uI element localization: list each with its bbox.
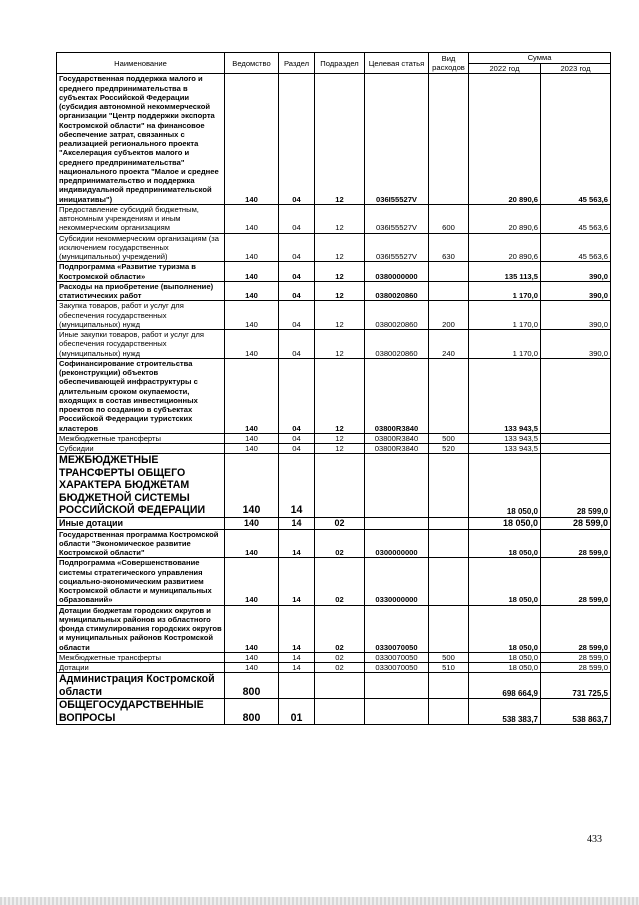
header-dept: Ведомство — [225, 53, 279, 74]
row-name: Иные дотации — [57, 517, 225, 529]
page-number: 433 — [587, 834, 602, 845]
row-target: 0380020860 — [365, 301, 429, 330]
header-name: Наименование — [57, 53, 225, 74]
row-sum-2022: 133 943,5 — [469, 444, 541, 454]
row-target: 036I55527V — [365, 233, 429, 262]
row-section: 14 — [279, 663, 315, 673]
row-sum-2022: 133 943,5 — [469, 358, 541, 433]
row-kind: 200 — [429, 301, 469, 330]
table-row — [57, 301, 611, 330]
table-row — [57, 558, 611, 605]
row-kind: 520 — [429, 444, 469, 454]
table-row — [57, 204, 611, 233]
table-row — [57, 699, 611, 725]
row-name: Закупка товаров, работ и услуг для обеспечения государственных (муниципальных) нужд — [57, 301, 225, 330]
header-sum: Сумма — [469, 53, 611, 64]
row-kind: 510 — [429, 663, 469, 673]
row-name: Государственная программа Костромской области "Экономическое развитие Костромской области" — [57, 529, 225, 558]
row-dept: 140 — [225, 517, 279, 529]
row-subsection: 02 — [315, 517, 365, 529]
row-sum-2022: 20 890,6 — [469, 204, 541, 233]
row-sum-2023: 28 599,0 — [541, 529, 611, 558]
row-subsection — [315, 673, 365, 699]
row-sum-2023: 28 599,0 — [541, 517, 611, 529]
header-target: Целевая статья — [365, 53, 429, 74]
header-year-2023: 2023 год — [541, 64, 611, 74]
table-row — [57, 358, 611, 433]
row-dept: 140 — [225, 663, 279, 673]
row-target: 036I55527V — [365, 204, 429, 233]
header-kind: Вид расходов — [429, 53, 469, 74]
row-name: Государственная поддержка малого и среднего предпринимательства в субъектах Российской Федерации (субсидия автономной некоммерческой организации "Центр поддержки экспорта Костромской области" на финансовое обеспечение затрат, связанных с реализацией регионального проекта "Акселерация субъектов малого и среднего предпринимательства" национального проекта "Малое и среднее предпринимательство и поддержка индивидуальной предпринимательской инициативы") — [57, 74, 225, 205]
table-row — [57, 652, 611, 662]
header-year-2022: 2022 год — [469, 64, 541, 74]
row-target — [365, 699, 429, 725]
row-sum-2023: 390,0 — [541, 301, 611, 330]
row-target — [365, 517, 429, 529]
row-name: Расходы на приобретение (выполнение) статистических работ — [57, 281, 225, 301]
row-kind: 630 — [429, 233, 469, 262]
row-sum-2022: 1 170,0 — [469, 301, 541, 330]
row-subsection: 12 — [315, 444, 365, 454]
scan-edge — [0, 897, 639, 905]
row-section: 04 — [279, 262, 315, 282]
row-subsection: 12 — [315, 301, 365, 330]
row-name: Подпрограмма «Развитие туризма в Костромской области» — [57, 262, 225, 282]
row-name: Администрация Костромской области — [57, 673, 225, 699]
row-section: 04 — [279, 74, 315, 205]
row-section: 04 — [279, 281, 315, 301]
table-row — [57, 673, 611, 699]
row-subsection: 12 — [315, 262, 365, 282]
row-kind — [429, 605, 469, 652]
row-dept: 140 — [225, 558, 279, 605]
table-row — [57, 517, 611, 529]
row-target: 03800R3840 — [365, 358, 429, 433]
table-row — [57, 663, 611, 673]
row-kind — [429, 558, 469, 605]
row-sum-2023: 390,0 — [541, 330, 611, 359]
row-target: 03800R3840 — [365, 444, 429, 454]
row-sum-2022: 18 050,0 — [469, 605, 541, 652]
row-target: 0380000000 — [365, 262, 429, 282]
budget-table — [56, 52, 611, 725]
row-name: Дотации — [57, 663, 225, 673]
row-subsection: 12 — [315, 204, 365, 233]
row-section: 14 — [279, 529, 315, 558]
row-target: 036I55527V — [365, 74, 429, 205]
row-sum-2023: 45 563,6 — [541, 74, 611, 205]
table-row — [57, 444, 611, 454]
table-row — [57, 262, 611, 282]
row-sum-2023: 28 599,0 — [541, 663, 611, 673]
row-dept: 140 — [225, 529, 279, 558]
row-target: 03800R3840 — [365, 433, 429, 443]
row-subsection: 12 — [315, 433, 365, 443]
row-target: 0300000000 — [365, 529, 429, 558]
row-target: 0380020860 — [365, 330, 429, 359]
row-kind — [429, 673, 469, 699]
row-dept: 800 — [225, 699, 279, 725]
row-name: Межбюджетные трансферты — [57, 433, 225, 443]
row-kind — [429, 281, 469, 301]
row-sum-2022: 698 664,9 — [469, 673, 541, 699]
row-section: 14 — [279, 517, 315, 529]
row-kind: 240 — [429, 330, 469, 359]
header-section: Раздел — [279, 53, 315, 74]
row-sum-2023: 45 563,6 — [541, 233, 611, 262]
table-row — [57, 433, 611, 443]
row-target: 0330070050 — [365, 652, 429, 662]
row-subsection — [315, 454, 365, 518]
table-row — [57, 330, 611, 359]
row-sum-2022: 18 050,0 — [469, 529, 541, 558]
row-name: Субсидии — [57, 444, 225, 454]
header-subsection: Подраздел — [315, 53, 365, 74]
row-name: ОБЩЕГОСУДАРСТВЕННЫЕ ВОПРОСЫ — [57, 699, 225, 725]
row-section: 04 — [279, 358, 315, 433]
row-name: Дотации бюджетам городских округов и муниципальных районов из областного фонда стимулирования городских округов и муниципальных районов Костромской области — [57, 605, 225, 652]
row-dept: 140 — [225, 652, 279, 662]
row-sum-2023: 538 863,7 — [541, 699, 611, 725]
row-section: 01 — [279, 699, 315, 725]
row-sum-2022: 538 383,7 — [469, 699, 541, 725]
row-sum-2023: 390,0 — [541, 262, 611, 282]
row-sum-2023: 28 599,0 — [541, 605, 611, 652]
row-section — [279, 673, 315, 699]
row-dept: 140 — [225, 605, 279, 652]
row-sum-2023: 390,0 — [541, 281, 611, 301]
row-name: Иные закупки товаров, работ и услуг для обеспечения государственных (муниципальных) нужд — [57, 330, 225, 359]
row-kind: 600 — [429, 204, 469, 233]
row-name: Подпрограмма «Совершенствование системы стратегического управления социально-экономическим развитием Костромской области и муниципальных образований» — [57, 558, 225, 605]
row-section: 04 — [279, 433, 315, 443]
row-subsection: 02 — [315, 558, 365, 605]
row-kind — [429, 262, 469, 282]
row-name: Субсидии некоммерческим организациям (за исключением государственных (муниципальных) учреждений) — [57, 233, 225, 262]
table-body — [57, 74, 611, 725]
table-row — [57, 233, 611, 262]
row-subsection — [315, 699, 365, 725]
table-row — [57, 605, 611, 652]
table-row — [57, 529, 611, 558]
row-dept: 140 — [225, 454, 279, 518]
row-dept: 140 — [225, 262, 279, 282]
row-dept: 140 — [225, 444, 279, 454]
table-header — [57, 53, 611, 74]
row-sum-2022: 18 050,0 — [469, 454, 541, 518]
row-kind — [429, 74, 469, 205]
table-row — [57, 454, 611, 518]
row-sum-2022: 1 170,0 — [469, 281, 541, 301]
row-section: 14 — [279, 652, 315, 662]
row-section: 14 — [279, 454, 315, 518]
row-sum-2023: 731 725,5 — [541, 673, 611, 699]
row-section: 14 — [279, 605, 315, 652]
row-dept: 140 — [225, 233, 279, 262]
row-subsection: 12 — [315, 74, 365, 205]
row-dept: 800 — [225, 673, 279, 699]
row-dept: 140 — [225, 358, 279, 433]
row-sum-2023: 45 563,6 — [541, 204, 611, 233]
row-kind: 500 — [429, 652, 469, 662]
row-kind — [429, 529, 469, 558]
row-name: Предоставление субсидий бюджетным, автономным учреждениям и иным некоммерческим организациям — [57, 204, 225, 233]
row-subsection: 02 — [315, 652, 365, 662]
row-sum-2022: 20 890,6 — [469, 74, 541, 205]
row-section: 04 — [279, 330, 315, 359]
row-kind — [429, 517, 469, 529]
row-sum-2022: 18 050,0 — [469, 558, 541, 605]
table-row — [57, 74, 611, 205]
row-subsection: 02 — [315, 663, 365, 673]
row-dept: 140 — [225, 433, 279, 443]
row-target: 0380020860 — [365, 281, 429, 301]
row-dept: 140 — [225, 301, 279, 330]
row-subsection: 12 — [315, 233, 365, 262]
row-sum-2023 — [541, 444, 611, 454]
row-dept: 140 — [225, 74, 279, 205]
row-dept: 140 — [225, 281, 279, 301]
row-dept: 140 — [225, 330, 279, 359]
row-sum-2022: 1 170,0 — [469, 330, 541, 359]
row-name: МЕЖБЮДЖЕТНЫЕ ТРАНСФЕРТЫ ОБЩЕГО ХАРАКТЕРА БЮДЖЕТАМ БЮДЖЕТНОЙ СИСТЕМЫ РОССИЙСКОЙ ФЕДЕРАЦИИ — [57, 454, 225, 518]
row-sum-2023: 28 599,0 — [541, 558, 611, 605]
row-kind — [429, 358, 469, 433]
row-sum-2023 — [541, 358, 611, 433]
row-sum-2022: 20 890,6 — [469, 233, 541, 262]
row-section: 04 — [279, 233, 315, 262]
row-subsection: 12 — [315, 330, 365, 359]
row-sum-2023: 28 599,0 — [541, 454, 611, 518]
row-target: 0330070050 — [365, 605, 429, 652]
row-target — [365, 673, 429, 699]
row-subsection: 12 — [315, 281, 365, 301]
row-sum-2022: 18 050,0 — [469, 663, 541, 673]
row-target: 0330000000 — [365, 558, 429, 605]
row-name: Межбюджетные трансферты — [57, 652, 225, 662]
table-row — [57, 281, 611, 301]
row-subsection: 02 — [315, 529, 365, 558]
row-kind — [429, 699, 469, 725]
row-kind — [429, 454, 469, 518]
row-section: 14 — [279, 558, 315, 605]
row-sum-2022: 133 943,5 — [469, 433, 541, 443]
row-subsection: 12 — [315, 358, 365, 433]
row-name: Софинансирование строительства (реконструкции) объектов обеспечивающей инфраструктуры с длительным сроком окупаемости, входящих в состав инвестиционных проектов по созданию в субъектах Российской Федерации туристских кластеров — [57, 358, 225, 433]
row-sum-2023: 28 599,0 — [541, 652, 611, 662]
row-subsection: 02 — [315, 605, 365, 652]
row-sum-2023 — [541, 433, 611, 443]
row-section: 04 — [279, 204, 315, 233]
budget-table-container — [56, 52, 610, 725]
row-target — [365, 454, 429, 518]
row-target: 0330070050 — [365, 663, 429, 673]
row-kind: 500 — [429, 433, 469, 443]
row-sum-2022: 135 113,5 — [469, 262, 541, 282]
row-section: 04 — [279, 301, 315, 330]
row-sum-2022: 18 050,0 — [469, 517, 541, 529]
row-section: 04 — [279, 444, 315, 454]
row-sum-2022: 18 050,0 — [469, 652, 541, 662]
row-dept: 140 — [225, 204, 279, 233]
